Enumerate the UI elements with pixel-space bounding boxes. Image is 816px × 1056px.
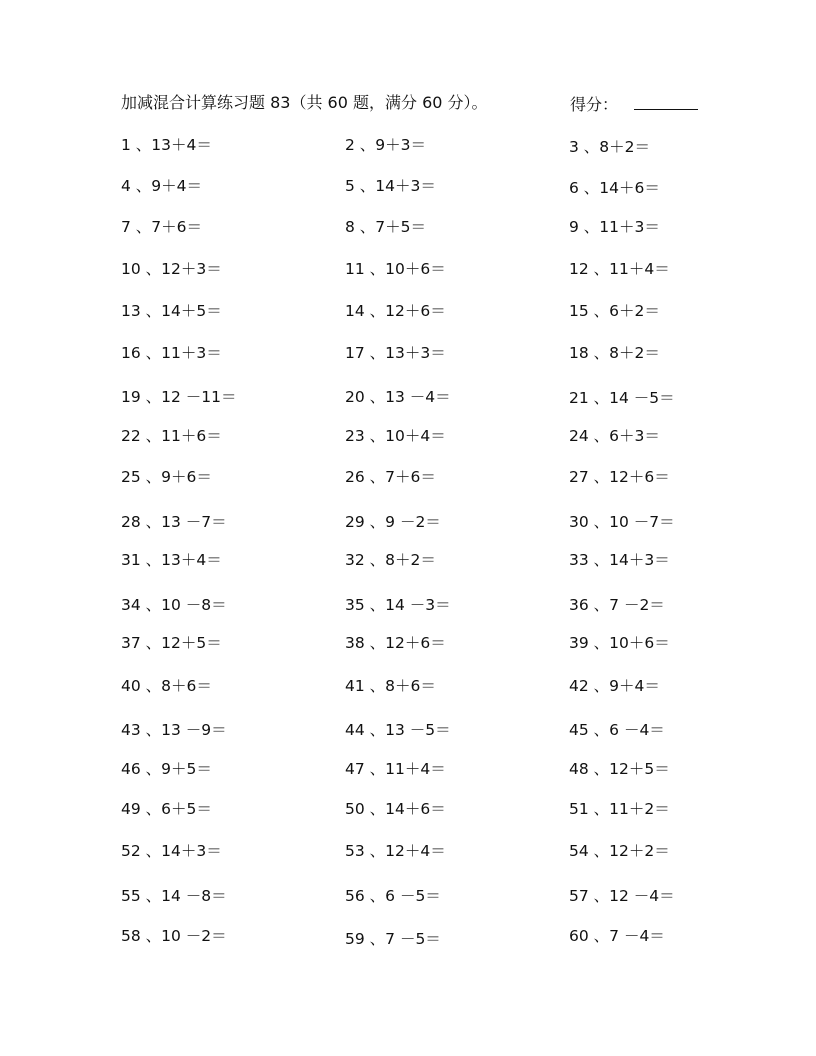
problem-item: 20 、13 －4＝ bbox=[345, 388, 451, 406]
problem-item: 25 、9＋6＝ bbox=[121, 468, 212, 486]
problem-item: 59 、7 －5＝ bbox=[345, 930, 441, 948]
problem-item: 39 、10＋6＝ bbox=[569, 634, 670, 652]
problem-item: 36 、7 －2＝ bbox=[569, 596, 665, 614]
problem-item: 10 、12＋3＝ bbox=[121, 260, 222, 278]
problem-item: 18 、8＋2＝ bbox=[569, 344, 660, 362]
problem-item: 56 、6 －5＝ bbox=[345, 887, 441, 905]
problem-item: 49 、6＋5＝ bbox=[121, 800, 212, 818]
problem-item: 27 、12＋6＝ bbox=[569, 468, 670, 486]
problem-item: 8 、7＋5＝ bbox=[345, 218, 427, 236]
problem-item: 37 、12＋5＝ bbox=[121, 634, 222, 652]
worksheet-title: 加减混合计算练习题 83（共 60 题，满分 60 分）。 bbox=[121, 93, 488, 112]
problem-item: 38 、12＋6＝ bbox=[345, 634, 446, 652]
problem-item: 52 、14＋3＝ bbox=[121, 842, 222, 860]
problem-item: 7 、7＋6＝ bbox=[121, 218, 203, 236]
problem-item: 45 、6 －4＝ bbox=[569, 721, 665, 739]
problem-item: 13 、14＋5＝ bbox=[121, 302, 222, 320]
problem-item: 2 、9＋3＝ bbox=[345, 136, 427, 154]
problem-item: 1 、13＋4＝ bbox=[121, 136, 212, 154]
problem-item: 19 、12 －11＝ bbox=[121, 388, 237, 406]
problem-item: 35 、14 －3＝ bbox=[345, 596, 451, 614]
problem-item: 53 、12＋4＝ bbox=[345, 842, 446, 860]
problem-item: 22 、11＋6＝ bbox=[121, 427, 222, 445]
problem-item: 4 、9＋4＝ bbox=[121, 177, 203, 195]
problem-item: 29 、9 －2＝ bbox=[345, 513, 441, 531]
problem-item: 31 、13＋4＝ bbox=[121, 551, 222, 569]
problem-item: 28 、13 －7＝ bbox=[121, 513, 227, 531]
problem-item: 41 、8＋6＝ bbox=[345, 677, 436, 695]
problem-item: 26 、7＋6＝ bbox=[345, 468, 436, 486]
problem-item: 32 、8＋2＝ bbox=[345, 551, 436, 569]
problem-item: 17 、13＋3＝ bbox=[345, 344, 446, 362]
problem-item: 50 、14＋6＝ bbox=[345, 800, 446, 818]
problem-item: 5 、14＋3＝ bbox=[345, 177, 436, 195]
problem-item: 54 、12＋2＝ bbox=[569, 842, 670, 860]
problem-item: 40 、8＋6＝ bbox=[121, 677, 212, 695]
problem-item: 44 、13 －5＝ bbox=[345, 721, 451, 739]
problem-item: 46 、9＋5＝ bbox=[121, 760, 212, 778]
problem-item: 23 、10＋4＝ bbox=[345, 427, 446, 445]
problem-item: 30 、10 －7＝ bbox=[569, 513, 675, 531]
problem-item: 60 、7 －4＝ bbox=[569, 927, 665, 945]
problem-item: 48 、12＋5＝ bbox=[569, 760, 670, 778]
problem-item: 9 、11＋3＝ bbox=[569, 218, 660, 236]
problem-item: 21 、14 －5＝ bbox=[569, 389, 675, 407]
problem-item: 12 、11＋4＝ bbox=[569, 260, 670, 278]
problem-item: 16 、11＋3＝ bbox=[121, 344, 222, 362]
problem-item: 6 、14＋6＝ bbox=[569, 179, 660, 197]
problem-item: 47 、11＋4＝ bbox=[345, 760, 446, 778]
problem-item: 57 、12 －4＝ bbox=[569, 887, 675, 905]
problem-item: 33 、14＋3＝ bbox=[569, 551, 670, 569]
problem-item: 58 、10 －2＝ bbox=[121, 927, 227, 945]
problem-item: 34 、10 －8＝ bbox=[121, 596, 227, 614]
problem-item: 24 、6＋3＝ bbox=[569, 427, 660, 445]
problem-item: 14 、12＋6＝ bbox=[345, 302, 446, 320]
problem-item: 11 、10＋6＝ bbox=[345, 260, 446, 278]
problem-item: 15 、6＋2＝ bbox=[569, 302, 660, 320]
problem-item: 3 、8＋2＝ bbox=[569, 138, 651, 156]
problem-item: 43 、13 －9＝ bbox=[121, 721, 227, 739]
problem-item: 55 、14 －8＝ bbox=[121, 887, 227, 905]
problem-item: 42 、9＋4＝ bbox=[569, 677, 660, 695]
problem-item: 51 、11＋2＝ bbox=[569, 800, 670, 818]
score-label: 得分： bbox=[570, 95, 619, 114]
